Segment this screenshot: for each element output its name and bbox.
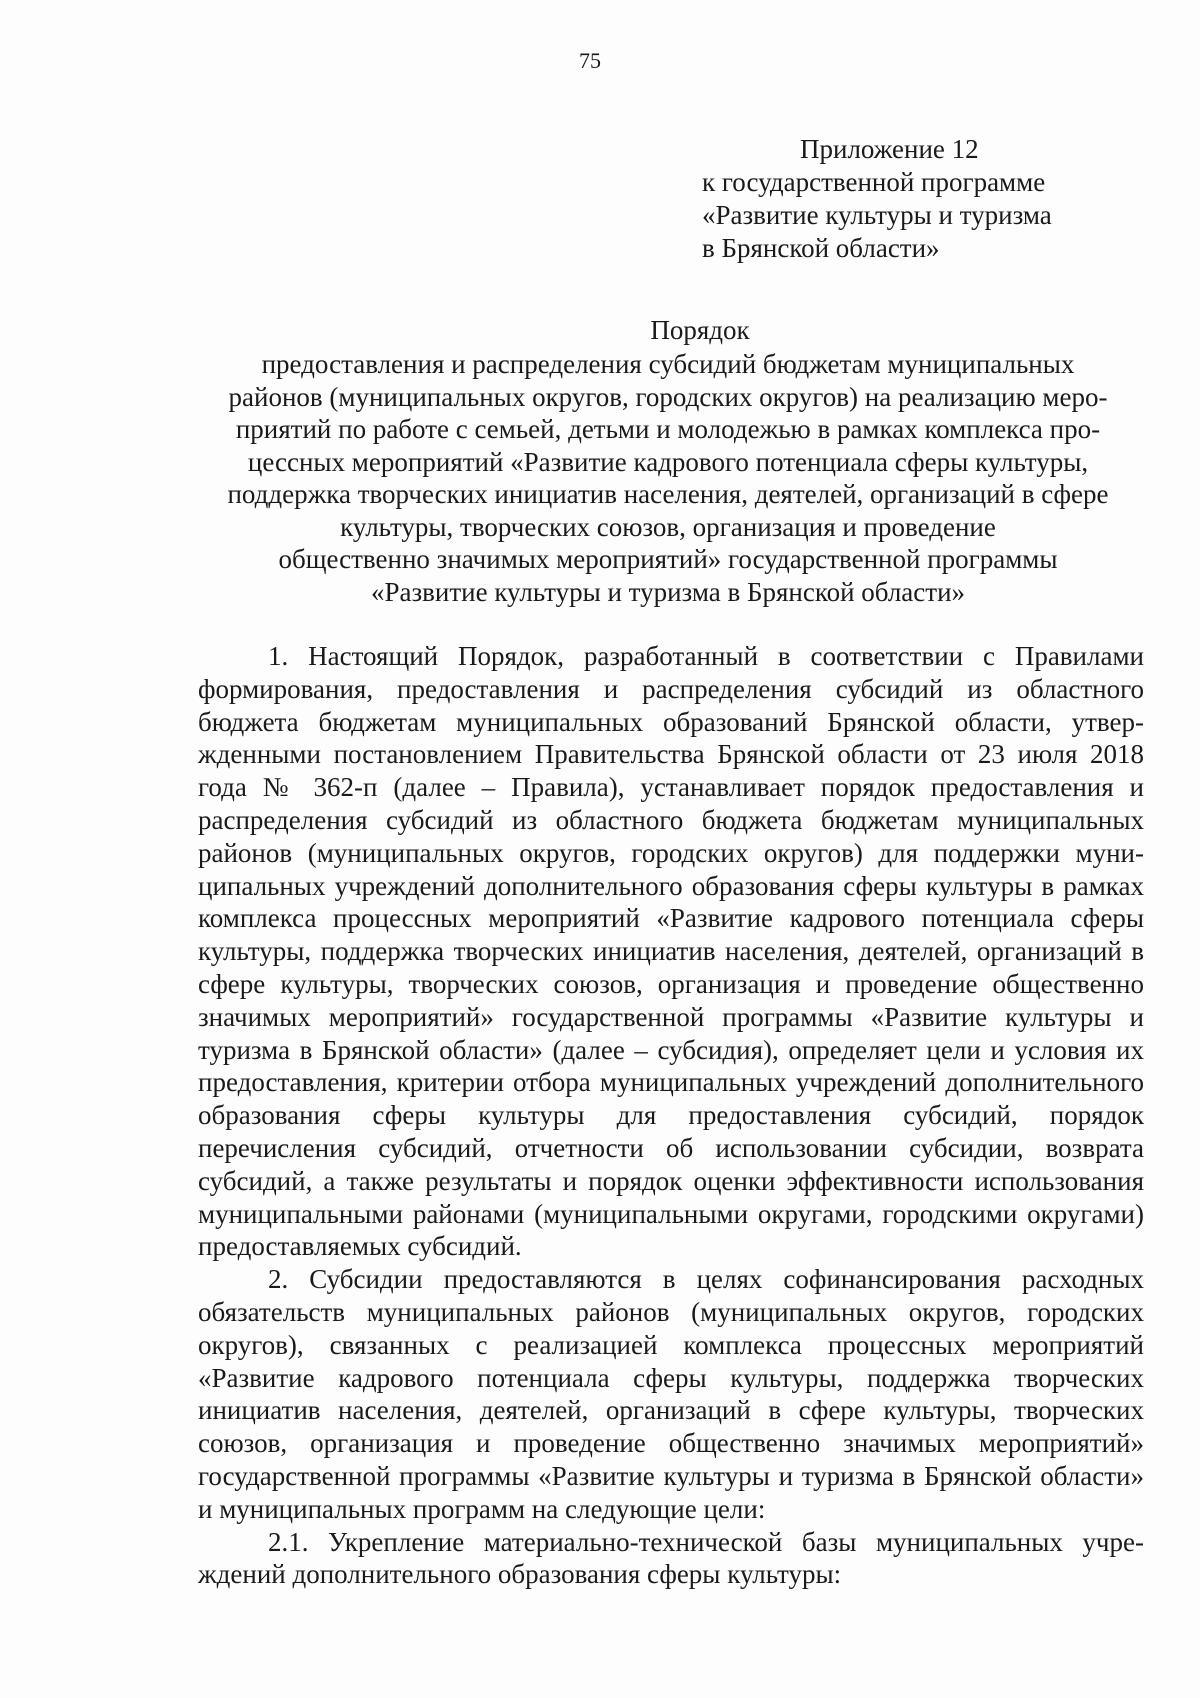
appendix-header <box>702 133 1052 265</box>
appendix-line-3: «Развитие культуры и туризма <box>702 200 1052 230</box>
subtitle-line: предоставления и распределения субсидий бюджетам муниципальных <box>261 349 1075 379</box>
body-paragraph: 1. Настоящий Порядок, разработанный в соответствии с Правилами формирования, предоставления и распределения субсидий из областного бюджета бюджетам муниципальных образований Брянской области, утвержденными постановлением Правительства Брянской области от 23 июля 2018 года № 362-п (далее – Правила), устанавливает порядок предоставления и распределения субсидий из областного бюджета бюджетам муниципальных районов (муниципальных округов, городских округов) для поддержки муниципальных учреждений дополнительного образования сферы культуры в рамках комплекса процессных мероприятий «Развитие кадрового потенциала сферы культуры, поддержка творческих инициатив населения, деятелей, организаций в сфере культуры, творческих союзов, организация и проведение общественно значимых мероприятий» государственной программы «Развитие культуры и туризма в Брянской области» (далее – субсидия), определяет цели и условия их предоставления, критерии отбора муниципальных учреждений дополнительного образования сферы культуры для предоставления субсидий, порядок перечисления субсидий, отчетности об использовании субсидии, возврата субсидий, а также результаты и порядок оценки эффективности использования муниципальными районами (муниципальными округами, городскими округами) предоставляемых субсидий. <box>198 641 1144 1262</box>
page-number: 75 <box>579 48 601 73</box>
appendix-line-1: Приложение 12 <box>800 134 979 164</box>
subtitle-line: районов (муниципальных округов, городских округов) на реализацию меро- <box>228 381 1108 412</box>
subtitle-line: «Развитие культуры и туризма в Брянской области» <box>370 576 966 607</box>
document-subtitle <box>196 348 1140 608</box>
subtitle-line: общественно значимых мероприятий» государственной программы <box>278 544 1058 574</box>
document-body <box>198 640 1144 1591</box>
subtitle-line: поддержка творческих инициатив населения, деятелей, организаций в сфере <box>227 479 1109 509</box>
document-title: Порядок <box>650 315 750 345</box>
appendix-line-4: в Брянской области» <box>702 233 940 263</box>
body-paragraph: 2.1. Укрепление материально-технической базы муниципальных учреждений дополнительного образования сферы культуры: <box>198 1526 1144 1590</box>
subtitle-line: культуры, творческих союзов, организация и проведение <box>340 511 996 542</box>
body-paragraph: 2. Субсидии предоставляются в целях софинансирования расходных обязательств муниципальных районов (муниципальных округов, городских округов), связанных с реализацией комплекса процессных мероприятий «Развитие кадрового потенциала сферы культуры, поддержка творческих инициатив населения, деятелей, организаций в сфере культуры, творческих союзов, организация и проведение общественно значимых мероприятий» государственной программы «Развитие культуры и туризма в Брянской области» и муниципальных программ на следующие цели: <box>198 1264 1144 1524</box>
appendix-line-2: к государственной программе <box>702 167 1046 197</box>
subtitle-line: цессных мероприятий «Развитие кадрового потенциала сферы культуры, <box>247 446 1089 477</box>
subtitle-line: приятий по работе с семьей, детьми и молодежью в рамках комплекса про- <box>235 414 1101 444</box>
